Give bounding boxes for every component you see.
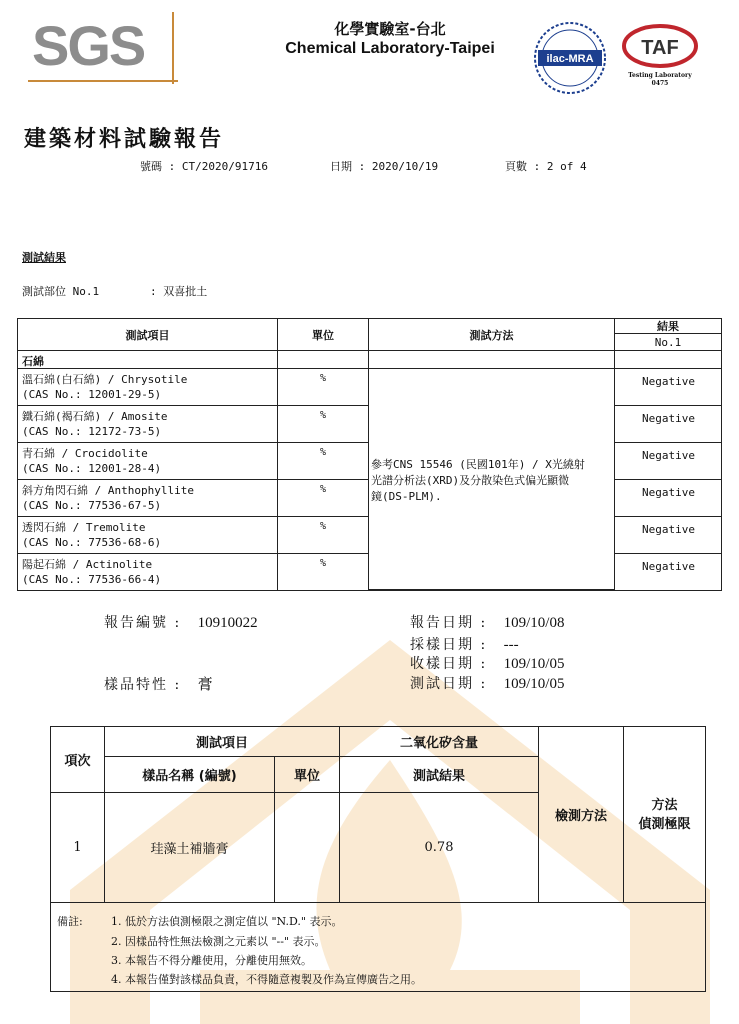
asbestos-name: 溫石綿(白石綿) / Chrysotile bbox=[22, 373, 188, 386]
report-no-row bbox=[104, 612, 258, 632]
ilac-mra-logo bbox=[532, 20, 608, 96]
table-row-item bbox=[18, 406, 278, 443]
report-date-label: 報告日期 : bbox=[410, 615, 488, 631]
test-date-label: 測試日期 : bbox=[410, 676, 488, 692]
row-sample-name: 珪藻土補牆膏 bbox=[105, 793, 275, 903]
header-result: 結果 bbox=[615, 319, 721, 334]
header-item: 測試項目 bbox=[18, 319, 278, 351]
result-value: Negative bbox=[642, 449, 695, 462]
test-date-value: 109/10/05 bbox=[503, 676, 565, 692]
lab-name-zh: 化學實驗室-台北 bbox=[334, 20, 446, 38]
report-date: 日期 : 2020/10/19 bbox=[330, 160, 439, 173]
lab-name-en: Chemical Laboratory-Taipei bbox=[285, 40, 495, 57]
header-method: 檢測方法 bbox=[539, 727, 624, 903]
sample-prop-value: 膏 bbox=[197, 677, 213, 693]
report-no-value: 10910022 bbox=[197, 615, 258, 631]
method-cell bbox=[369, 369, 615, 590]
unit-value: % bbox=[320, 410, 327, 421]
asbestos-name: 鐵石綿(褐石綿) / Amosite bbox=[22, 410, 168, 423]
table-row-unit bbox=[278, 480, 369, 517]
result-value: Negative bbox=[642, 375, 695, 388]
table-row-result bbox=[615, 480, 721, 517]
test-date-row bbox=[410, 673, 564, 693]
table-row-item bbox=[18, 369, 278, 406]
receive-date-label: 收樣日期 : bbox=[410, 656, 488, 672]
note-item: 2. 因樣品特性無法檢測之元素以 "--" 表示。 bbox=[111, 935, 326, 948]
method-line: 參考CNS 15546 (民國101年) / X光繞射 bbox=[371, 458, 585, 471]
asbestos-name: 斜方角閃石綿 / Anthophyllite bbox=[22, 484, 194, 497]
report-number: 號碼 : CT/2020/91716 bbox=[140, 160, 268, 173]
logo-divider bbox=[172, 12, 174, 84]
test-part-label: 測試部位 No.1 bbox=[22, 285, 100, 298]
taf-caption bbox=[618, 72, 702, 88]
row-unit bbox=[275, 793, 340, 903]
report-title: 建築材料試驗報告 bbox=[24, 126, 225, 152]
header-result-sub: No.1 bbox=[615, 334, 721, 351]
table-row-result bbox=[615, 517, 721, 554]
header-unit: 單位 bbox=[278, 319, 369, 351]
unit-value: % bbox=[320, 521, 327, 532]
asbestos-name: 青石綿 / Crocidolite bbox=[22, 447, 148, 460]
row-result: 0.78 bbox=[340, 793, 539, 903]
group-unit-empty bbox=[278, 351, 369, 369]
method-line: 光譜分析法(XRD)及分散染色式偏光顯微 bbox=[371, 474, 570, 487]
table-row-result bbox=[615, 443, 721, 480]
table-row-item bbox=[18, 554, 278, 590]
sampling-date-label: 採樣日期 : bbox=[410, 637, 488, 653]
header-silica: 二氧化矽含量 bbox=[340, 727, 539, 757]
cas-number: (CAS No.: 77536-66-4) bbox=[22, 573, 162, 586]
method-text bbox=[371, 457, 611, 505]
result-value: Negative bbox=[642, 523, 695, 536]
report-no-label: 報告編號 : bbox=[104, 615, 182, 631]
report-page: 頁數 : 2 of 4 bbox=[505, 160, 587, 173]
taf-number: 0475 bbox=[651, 80, 669, 87]
cas-number: (CAS No.: 12001-29-5) bbox=[22, 388, 162, 401]
asbestos-results-table bbox=[17, 318, 722, 591]
note-item: 1. 低於方法偵測極限之測定值以 "N.D." 表示。 bbox=[111, 915, 343, 928]
table-row-result bbox=[615, 369, 721, 406]
row-index: 1 bbox=[51, 793, 105, 903]
table-row-unit bbox=[278, 369, 369, 406]
asbestos-name: 透閃石綿 / Tremolite bbox=[22, 521, 146, 534]
sample-prop-label: 樣品特性 : bbox=[104, 677, 182, 693]
unit-value: % bbox=[320, 558, 327, 569]
table-row-unit bbox=[278, 406, 369, 443]
header-test-result: 測試結果 bbox=[340, 757, 539, 793]
group-label: 石綿 bbox=[18, 351, 278, 369]
cas-number: (CAS No.: 12172-73-5) bbox=[22, 425, 162, 438]
cas-number: (CAS No.: 77536-67-5) bbox=[22, 499, 162, 512]
table-row-item bbox=[18, 480, 278, 517]
group-method-empty bbox=[369, 351, 615, 369]
ilac-text: ilac-MRA bbox=[546, 53, 594, 65]
asbestos-name: 陽起石綿 / Actinolite bbox=[22, 558, 153, 571]
logo-underline bbox=[28, 80, 178, 82]
report-date-value: 109/10/08 bbox=[503, 615, 565, 631]
table-row-unit bbox=[278, 554, 369, 590]
header-method: 測試方法 bbox=[369, 319, 615, 351]
unit-value: % bbox=[320, 447, 327, 458]
sample-prop-row bbox=[104, 673, 213, 694]
notes-area bbox=[51, 903, 705, 991]
method-line: 鏡(DS-PLM). bbox=[371, 490, 442, 503]
header-index: 項次 bbox=[51, 727, 105, 793]
table-row-result bbox=[615, 406, 721, 443]
receive-date-value: 109/10/05 bbox=[503, 656, 565, 672]
sgs-logo: SGS bbox=[32, 14, 145, 77]
table-row-unit bbox=[278, 443, 369, 480]
table-row-item bbox=[18, 517, 278, 554]
group-result-empty bbox=[615, 351, 721, 369]
cas-number: (CAS No.: 12001-28-4) bbox=[22, 462, 162, 475]
note-item: 4. 本報告僅對該樣品負責，不得隨意複製及作為宣傳廣告之用。 bbox=[111, 973, 422, 986]
silica-results-table bbox=[50, 726, 706, 992]
table-row-unit bbox=[278, 517, 369, 554]
section-label: 測試結果 bbox=[22, 251, 66, 264]
test-part-value: : 双喜批土 bbox=[150, 285, 208, 298]
unit-value: % bbox=[320, 484, 327, 495]
header-test-item: 測試項目 bbox=[105, 727, 340, 757]
result-value: Negative bbox=[642, 560, 695, 573]
note-item: 3. 本報告不得分離使用，分離使用無效。 bbox=[111, 954, 312, 967]
cas-number: (CAS No.: 77536-68-6) bbox=[22, 536, 162, 549]
header-limit: 方法 偵測極限 bbox=[624, 727, 705, 903]
taf-text: TAF bbox=[641, 37, 679, 59]
sampling-date-value: --- bbox=[503, 637, 519, 653]
report-date-row bbox=[410, 612, 564, 632]
table-row-result bbox=[615, 554, 721, 590]
taf-sub-text: Testing Laboratory bbox=[628, 72, 692, 79]
receive-date-row bbox=[410, 653, 564, 673]
result-value: Negative bbox=[642, 412, 695, 425]
result-value: Negative bbox=[642, 486, 695, 499]
notes-title: 備註: bbox=[57, 915, 83, 928]
header-sample-name: 樣品名稱 (編號) bbox=[105, 757, 275, 793]
sampling-date-row bbox=[410, 634, 519, 654]
header-unit: 單位 bbox=[275, 757, 340, 793]
table-row-item bbox=[18, 443, 278, 480]
unit-value: % bbox=[320, 373, 327, 384]
